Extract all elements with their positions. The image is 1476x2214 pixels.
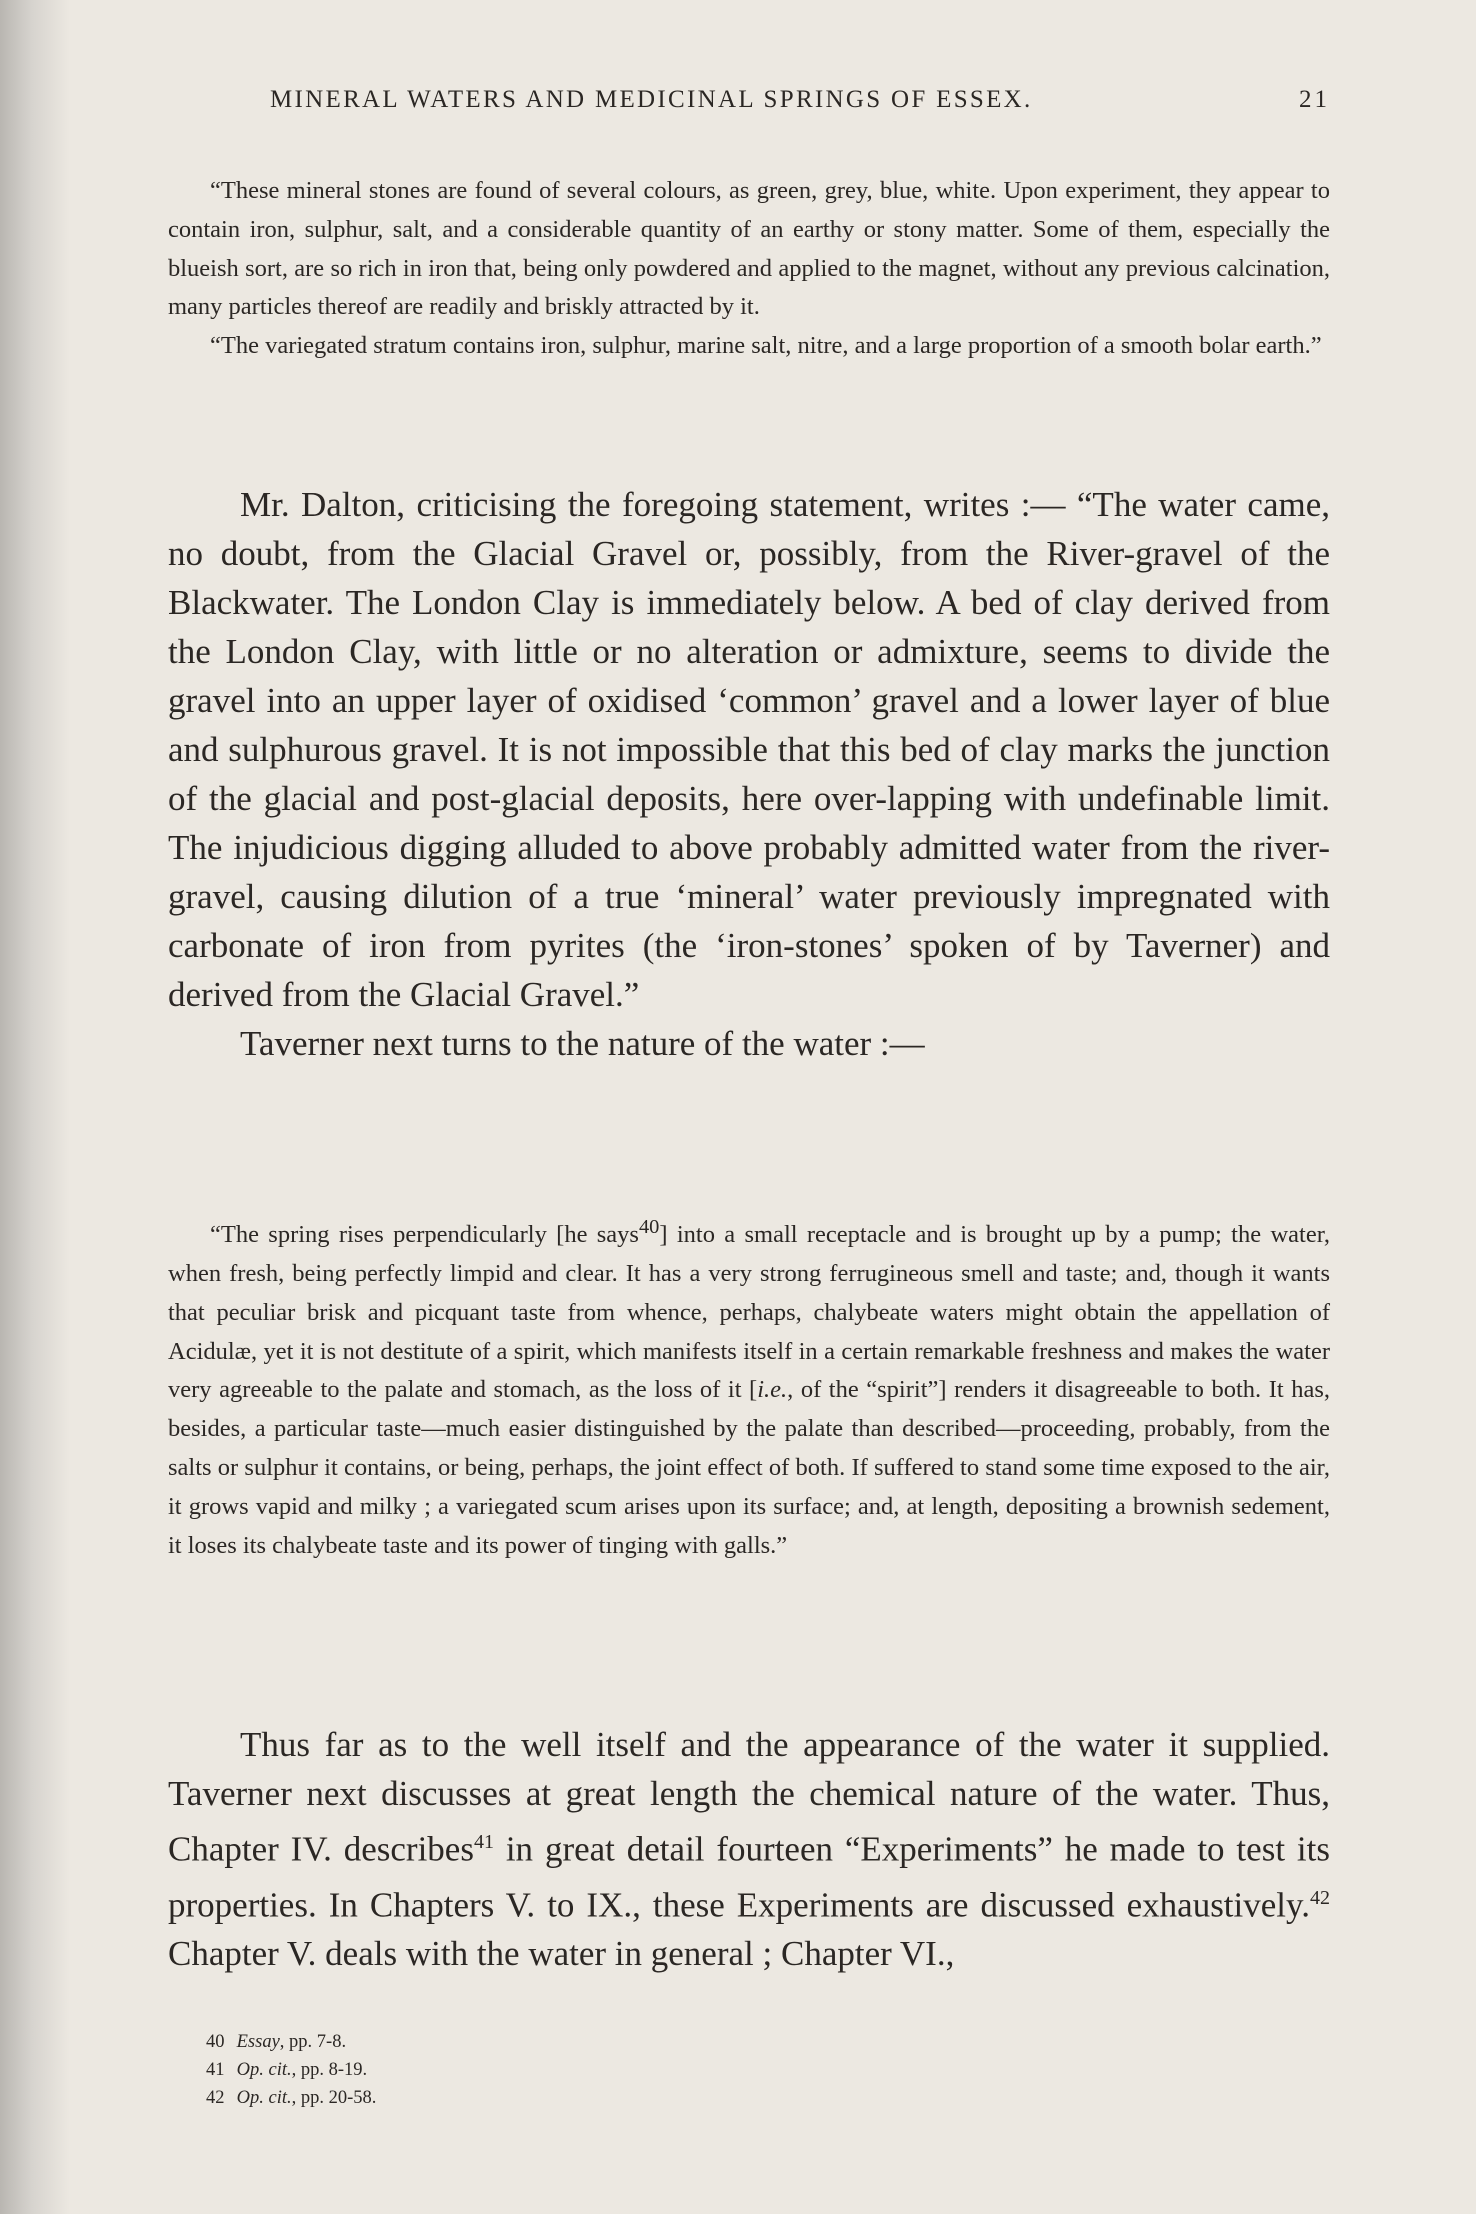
body-dalton (168, 480, 1330, 1068)
footnote-ref-42: 42 (1310, 1886, 1330, 1909)
footnote-source: Op. cit. (236, 2088, 292, 2108)
body-chemical (168, 1720, 1330, 1978)
quote-text-start: “The spring rises perpendicularly [he says (210, 1221, 639, 1249)
quote-text-middle: ] into a small receptacle and is brought up by a pump; the water, when fresh, being perfectly limpid and clear. It has a very strong ferrugineous smell and taste; and, though it wants that peculiar brisk and picquant taste from whence, perhaps, chalybeate waters might obtain the appellation of Acidulæ, yet it is not destitute of a spirit, which manifests itself in a certain remarkable freshness and makes the water very agreeable to the palate and stomach, as the loss of it [ (168, 1221, 1330, 1404)
chemical-text-1: Thus far as to the well itself and the appearance of the water it supplied. Taverner next discusses at great length the chemical nature of the water. Thus, Chapter IV. describes (168, 1725, 1330, 1869)
running-head (270, 86, 1330, 114)
footnote-source: Op. cit. (236, 2060, 292, 2080)
chemical-text-2: in great detail fourteen “Experiments” he made to test its properties. In Chapters V. to IX., these Experiments are discussed exhaustively. (168, 1829, 1330, 1925)
footnote-40 (206, 2028, 376, 2056)
footnote-pages: , pp. 7-8. (279, 2032, 347, 2052)
footnote-pages: , pp. 8-19. (291, 2060, 368, 2080)
chemical-paragraph (168, 1720, 1330, 1978)
page-number: 21 (1299, 86, 1330, 113)
taverner-intro: Taverner next turns to the nature of the water :— (240, 1024, 925, 1063)
quote-text-end: , of the “spirit”] renders it disagreeable to both. It has, besides, a particular taste—much easier distinguished by the palate than described—proceeding, probably, from the salts or sulphur it contains, or being, perhaps, the joint effect of both. If suffered to stand some time exposed to the air, it grows vapid and milky ; a variegated scum arises upon its surface; and, at length, depositing a brownish sedement, it loses its chalybeate taste and its power of tinging with galls.” (168, 1376, 1330, 1559)
footnotes (206, 2028, 376, 2112)
footnote-number: 40 (206, 2032, 225, 2052)
footnote-number: 41 (206, 2060, 225, 2080)
footnote-pages: , pp. 20-58. (291, 2088, 377, 2108)
footnote-42 (206, 2084, 376, 2112)
footnote-number: 42 (206, 2088, 225, 2108)
running-head-title: MINERAL WATERS AND MEDICINAL SPRINGS OF ESSEX. (270, 86, 1033, 113)
binding-shadow (0, 0, 70, 2214)
footnote-41 (206, 2056, 376, 2084)
dalton-paragraph: Mr. Dalton, criticising the foregoing statement, writes :— “The water came, no doubt, from the Glacial Gravel or, possibly, from the River-gravel of the Blackwater. The London Clay is immediately below. A bed of clay derived from the London Clay, with little or no alteration or admixture, seems to divide the gravel into an upper layer of oxidised ‘common’ gravel and a lower layer of blue and sulphurous gravel. It is not impossible that this bed of clay marks the junction of the glacial and post-glacial deposits, here over-lapping with undefinable limit. The injudicious digging alluded to above probably admitted water from the river-gravel, causing dilution of a true ‘mineral’ water previously impregnated with carbonate of iron from pyrites (the ‘iron-stones’ spoken of by Taverner) and derived from the Glacial Gravel.” (168, 485, 1330, 1014)
quotation-spring (168, 1208, 1330, 1565)
footnote-source: Essay (236, 2032, 280, 2052)
quote-paragraph-stones: “These mineral stones are found of several colours, as green, grey, blue, white. Upon experiment, they appear to contain iron, sulphur, salt, and a considerable quantity of an earthy or stony matter. Some of them, especially the blueish sort, are so rich in iron that, being only powdered and applied to the magnet, without any previous calcination, many particles thereof are readily and briskly attracted by it. (168, 177, 1330, 321)
footnote-ref-40: 40 (638, 1216, 660, 1238)
ie-abbrev: i.e. (757, 1376, 788, 1404)
chemical-text-3: Chapter V. deals with the water in general ; Chapter VI., (168, 1934, 955, 1974)
footnote-ref-41: 41 (473, 1831, 494, 1853)
quote-paragraph-spring (168, 1208, 1330, 1565)
quotation-stones (168, 172, 1330, 366)
quote-paragraph-stratum: “The variegated stratum contains iron, sulphur, marine salt, nitre, and a large proportion of a smooth bolar earth.” (210, 332, 1322, 360)
